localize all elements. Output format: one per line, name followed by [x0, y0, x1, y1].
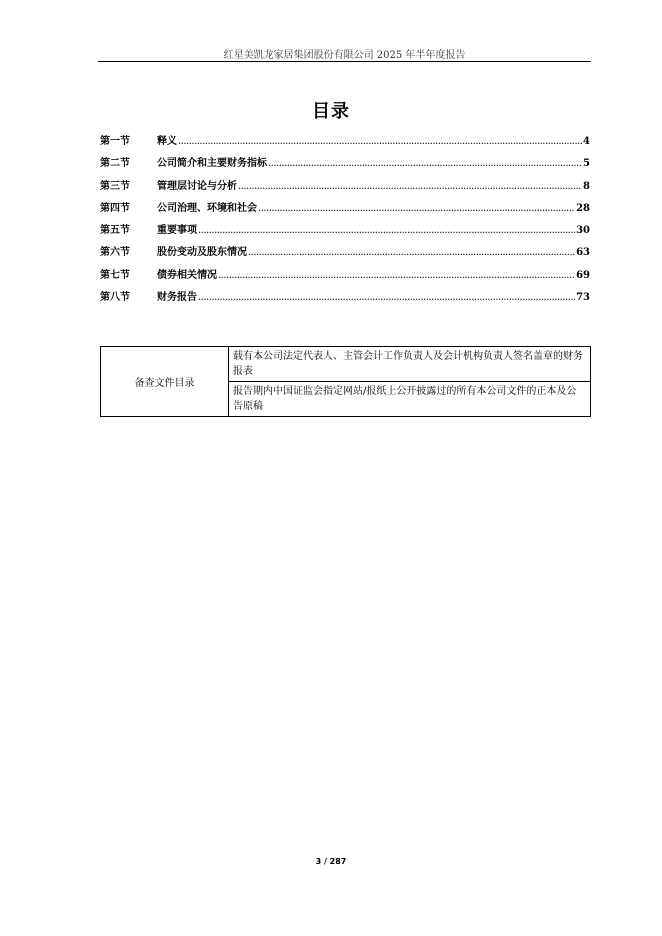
page-header: 红星美凯龙家居集团股份有限公司 2025 年半年度报告: [223, 50, 466, 61]
toc-section-number: 第一节: [100, 136, 130, 147]
toc-page-number: 30: [576, 225, 590, 237]
toc-page-number: 4: [583, 136, 590, 147]
toc-section-number: 第七节: [100, 269, 130, 281]
toc-section-number: 第三节: [100, 180, 130, 192]
reference-documents-table: [100, 346, 591, 417]
toc-section-title: 释义: [157, 136, 177, 147]
toc-section-title: 重要事项: [157, 225, 197, 237]
toc-page-number: 5: [583, 158, 590, 170]
toc-page-number: 69: [576, 269, 590, 281]
toc-page-number: 8: [583, 180, 590, 192]
toc-entry[interactable]: [100, 132, 590, 154]
toc-section-number: 第二节: [100, 158, 130, 170]
toc-section-number: 第八节: [100, 292, 130, 304]
toc-leader-dots: [238, 181, 582, 192]
toc-section-title: 财务报告: [157, 292, 197, 304]
toc-leader-dots: [268, 158, 582, 169]
toc-page-number: 73: [576, 292, 590, 304]
toc-section-title: 公司简介和主要财务指标: [157, 158, 267, 170]
toc-leader-dots: [258, 203, 575, 214]
reference-document-item: 报告期内中国证监会指定网站/报纸上公开披露过的所有本公司文件的正本及公告原稿: [229, 382, 591, 417]
toc-leader-dots: [248, 247, 575, 258]
table-of-contents: [100, 132, 590, 310]
toc-section-title: 债券相关情况: [157, 269, 217, 281]
toc-entry[interactable]: [100, 266, 590, 288]
toc-section-number: 第五节: [100, 225, 130, 237]
toc-leader-dots: [218, 270, 575, 281]
toc-section-number: 第六节: [100, 247, 130, 259]
toc-leader-dots: [198, 292, 575, 303]
reference-documents-label: 备查文件目录: [101, 347, 229, 417]
toc-page-number: 63: [576, 247, 590, 259]
page-title: 目录: [312, 101, 350, 122]
toc-entry[interactable]: [100, 154, 590, 176]
toc-leader-dots: [198, 225, 575, 236]
toc-section-title: 管理层讨论与分析: [157, 180, 237, 192]
toc-entry[interactable]: [100, 243, 590, 265]
toc-entry[interactable]: [100, 177, 590, 199]
header-rule: [98, 61, 591, 62]
reference-document-item: 载有本公司法定代表人、主管会计工作负责人及会计机构负责人签名盖章的财务报表: [229, 347, 591, 382]
toc-entry[interactable]: [100, 199, 590, 221]
toc-page-number: 28: [576, 202, 590, 214]
toc-entry[interactable]: [100, 221, 590, 243]
toc-leader-dots: [178, 136, 582, 147]
toc-section-title: 股份变动及股东情况: [157, 247, 247, 259]
toc-entry[interactable]: [100, 288, 590, 310]
page-number-footer: 3 / 287: [315, 857, 347, 866]
toc-section-title: 公司治理、环境和社会: [157, 202, 257, 214]
toc-section-number: 第四节: [100, 202, 130, 214]
